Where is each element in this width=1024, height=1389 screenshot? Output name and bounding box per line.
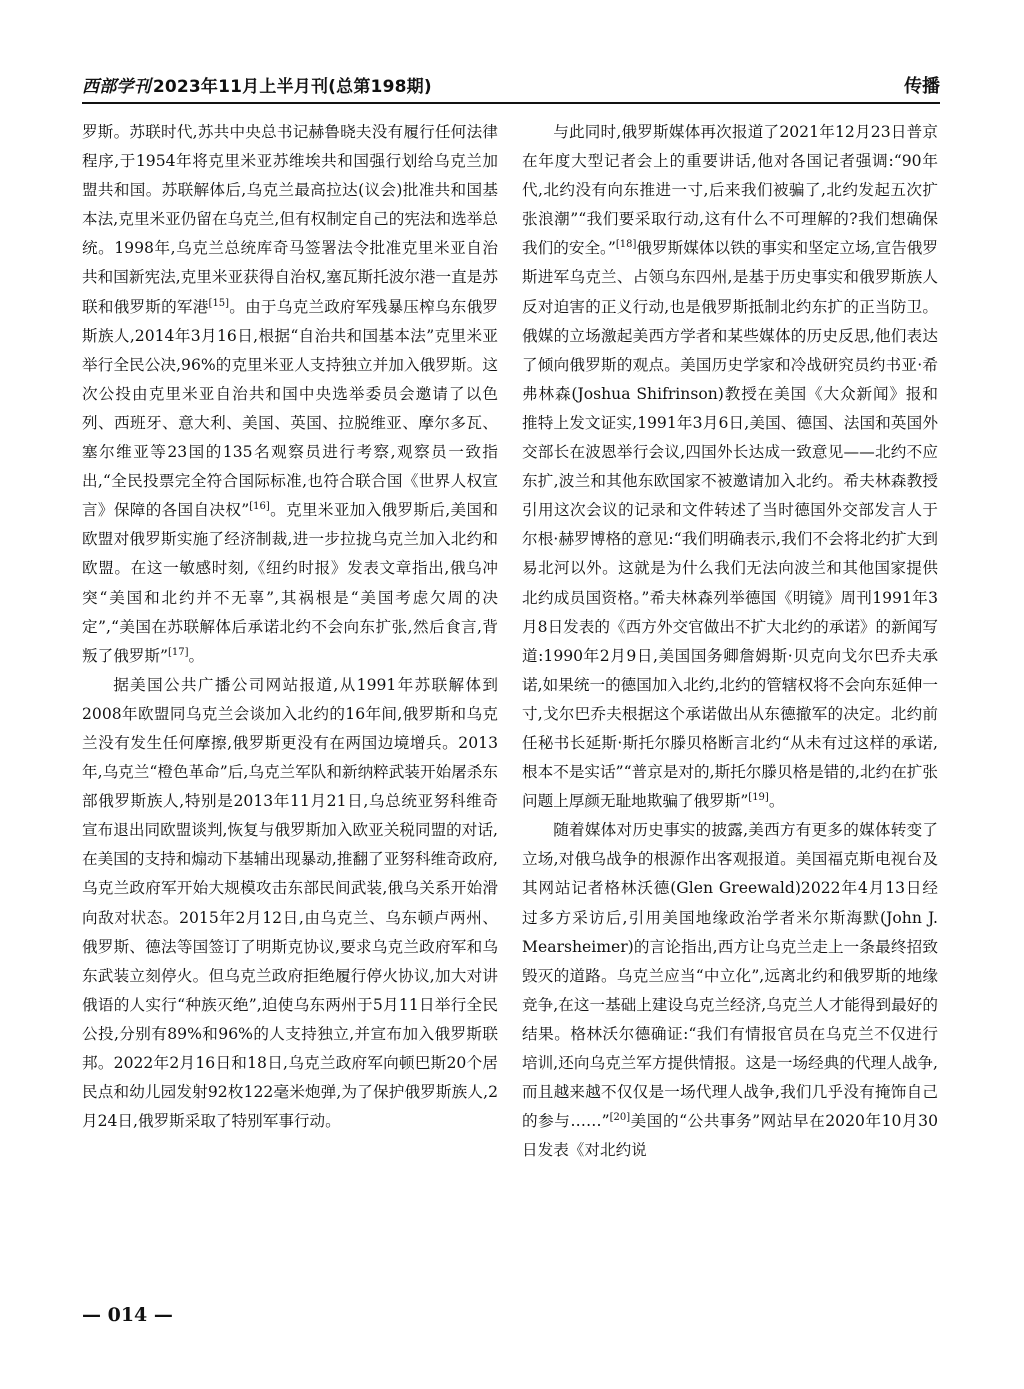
citation-ref: [16] [249, 501, 270, 513]
right-paragraph-1 [522, 118, 938, 816]
text-run: 。 [188, 646, 205, 665]
text-run: 随着媒体对历史事实的披露,美西方有更多的媒体转变了立场,对俄乌战争的根源作出客观报道。美国福克斯电视台及其网站记者格林沃德(Glen Greewald)2022年4月13日经过多方采访后,引用美国地缘政治学者米尔斯海默(John J. Mearsheimer)的言论指出,西方让乌克兰走上一条最终招致毁灭的道路。乌克兰应当“中立化”,远离北约和俄罗斯的地缘竞争,在这一基础上建设乌克兰经济,乌克兰人才能得到最好的结果。格林沃尔德确证:“我们有情报官员在乌克兰不仅进行培训,还向乌克兰军方提供情报。这是一场经典的代理人战争,而且越来越不仅仅是一场代理人战争,我们几乎没有掩饰自己的参与……” [522, 821, 938, 1131]
text-run: 俄罗斯媒体以铁的事实和坚定立场,宣告俄罗斯进军乌克兰、占领乌东四州,是基于历史事实和俄罗斯族人反对迫害的正义行动,也是俄罗斯抵制北约东扩的正当防卫。俄媒的立场激起美西方学者和某些媒体的历史反思,他们表达了倾向俄罗斯的观点。美国历史学家和冷战研究员约书亚·希弗林森(Joshua Shifrinson)教授在美国《大众新闻》报和推特上发文证实,1991年3月6日,美国、德国、法国和英国外交部长在波恩举行会议,四国外长达成一致意见——北约不应东扩,波兰和其他东欧国家不被邀请加入北约。希夫林森教授引用这次会议的记录和文件转述了当时德国外交部发言人于尔根·赫罗博格的意见:“我们明确表示,我们不会将北约扩大到易北河以外。这就是为什么我们无法向波兰和其他国家提供北约成员国资格。”希夫林森列举德国《明镜》周刊1991年3月8日发表的《西方外交官做出不扩大北约的承诺》的新闻写道:1990年2月9日,美国国务卿詹姆斯·贝克向戈尔巴乔夫承诺,如果统一的德国加入北约,北约的管辖权将不会向东延伸一寸,戈尔巴乔夫根据这个承诺做出从东德撤军的决定。北约前任秘书长延斯·斯托尔滕贝格断言北约“从未有过这样的承诺,根本不是实话”“普京是对的,斯托尔滕贝格是错的,北约在扩张问题上厚颜无耻地欺骗了俄罗斯” [522, 239, 938, 811]
citation-ref: [15] [208, 297, 230, 309]
citation-ref: [20] [609, 1112, 631, 1124]
text-run: 。由于乌克兰政府军残暴压榨乌东俄罗斯族人,2014年3月16日,根据“自治共和国基本法”克里米亚举行全民公决,96%的克里米亚人支持独立并加入俄罗斯。这次公投由克里米亚自治共和国中央选举委员会邀请了以色列、西班牙、意大利、美国、英国、拉脱维亚、摩尔多瓦、塞尔维亚等23国的135名观察员进行考察,观察员一致指出,“全民投票完全符合国际标准,也符合联合国《世界人权宣言》保障的各国自决权” [82, 297, 498, 520]
text-run: 美国的“公共事务”网站早在2020年10月30日发表《对北约说 [522, 1112, 938, 1160]
page-header [82, 62, 940, 104]
section-title: 传播 [904, 76, 940, 97]
right-column [522, 118, 938, 1288]
text-run: 与此同时,俄罗斯媒体再次报道了2021年12月23日普京在年度大型记者会上的重要讲话,他对各国记者强调:“90年代,北约没有向东推进一寸,后来我们被骗了,北约发起五次扩张浪潮”“我们要采取行动,这有什么不可理解的?我们想确保我们的安全。” [522, 123, 938, 258]
left-column [82, 118, 498, 1288]
text-run: 罗斯。苏联时代,苏共中央总书记赫鲁晓夫没有履行任何法律程序,于1954年将克里米亚苏维埃共和国强行划给乌克兰加盟共和国。苏联解体后,乌克兰最高拉达(议会)批准共和国基本法,克里米亚仍留在乌克兰,但有权制定自己的宪法和选举总统。1998年,乌克兰总统库奇马签署法令批准克里米亚自治共和国新宪法,克里米亚获得自治权,塞瓦斯托波尔港一直是苏联和俄罗斯的军港 [82, 123, 498, 316]
text-run: 。 [768, 792, 785, 811]
citation-ref: [17] [167, 646, 189, 658]
journal-logo: 西部学刊 [82, 77, 151, 97]
text-run: 据美国公共广播公司网站报道,从1991年苏联解体到2008年欧盟同乌克兰会谈加入北约的16年间,俄罗斯和乌克兰没有发生任何摩擦,俄罗斯更没有在两国边境增兵。2013年,乌克兰“橙色革命”后,乌克兰军队和新纳粹武装开始屠杀东部俄罗斯族人,特别是2013年11月21日,乌总统亚努科维奇宣布退出同欧盟谈判,恢复与俄罗斯加入欧亚关税同盟的对话,在美国的支持和煽动下基辅出现暴动,推翻了亚努科维奇政府,乌克兰政府军开始大规模攻击东部民间武装,俄乌关系开始滑向敌对状态。2015年2月12日,由乌克兰、乌东顿卢两州、俄罗斯、德法等国签订了明斯克协议,要求乌克兰政府军和乌东武装立刻停火。但乌克兰政府拒绝履行停火协议,加大对讲俄语的人实行“种族灭绝”,迫使乌东两州于5月11日举行全民公投,分别有89%和96%的人支持独立,并宣布加入俄罗斯联邦。2022年2月16日和18日,乌克兰政府军向顿巴斯20个居民点和幼儿园发射92枚122毫米炮弹,为了保护俄罗斯族人,2月24日,俄罗斯采取了特别军事行动。 [82, 675, 498, 1131]
text-run: 。克里米亚加入俄罗斯后,美国和欧盟对俄罗斯实施了经济制裁,进一步拉拢乌克兰加入北约和欧盟。在这一敏感时刻,《纽约时报》发表文章指出,俄乌冲突“美国和北约并不无辜”,其祸根是“美国考虑欠周的决定”,“美国在苏联解体后承诺北约不会向东扩张,然后食言,背叛了俄罗斯” [82, 501, 498, 665]
left-paragraph-1 [82, 118, 498, 671]
right-paragraph-2 [522, 816, 938, 1165]
page-number: — 014 — [82, 1304, 173, 1326]
journal-issue-line [82, 72, 432, 97]
left-paragraph-2 [82, 671, 498, 1137]
issue-label: 2023年11月上半月刊(总第198期) [152, 77, 432, 97]
citation-ref: [18] [615, 239, 637, 251]
citation-ref: [19] [748, 792, 769, 804]
